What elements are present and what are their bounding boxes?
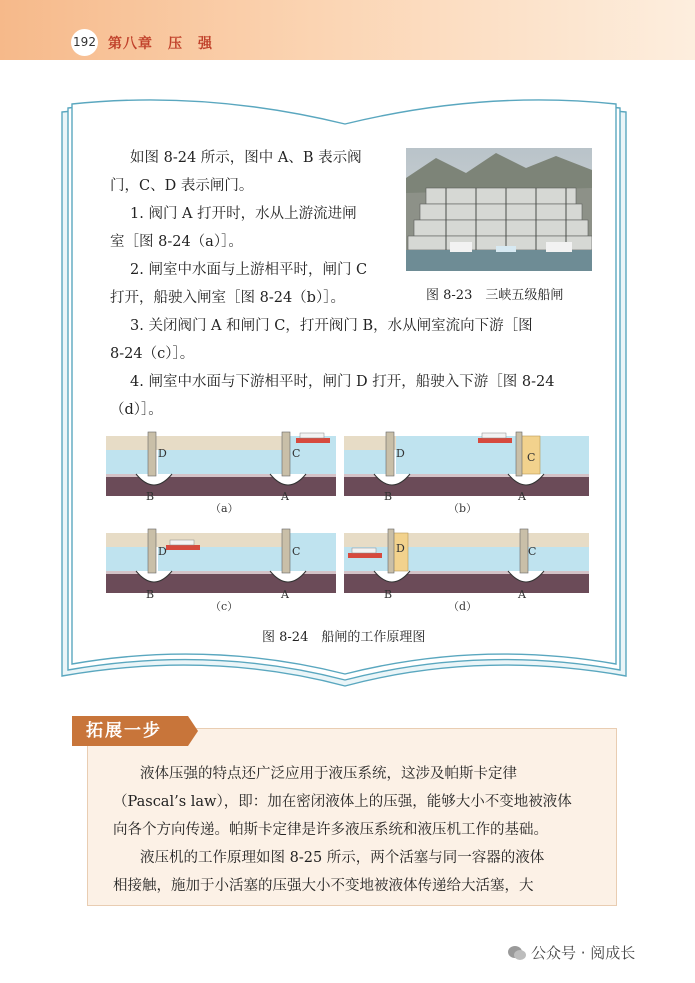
extension-line-5: 相接触，施加于小活塞的压强大小不变地被液体传递给大活塞，大: [113, 878, 534, 894]
label-A-a: A: [281, 490, 289, 503]
label-C-d: C: [528, 545, 537, 558]
step4-line-1: 4. 闸室中水面与下游相平时，闸门 D 打开，船驶入下游［图 8-24: [130, 374, 555, 390]
extension-tag: 拓展一步: [72, 716, 188, 746]
photo-caption: 图 8-23 三峡五级船闸: [426, 288, 564, 303]
label-D-a: D: [158, 447, 167, 460]
lock-diagram-a: [106, 430, 336, 500]
label-B-a: B: [146, 490, 155, 503]
step3-line-1: 3. 关闭阀门 A 和闸门 C，打开阀门 B，水从闸室流向下游［图: [130, 318, 533, 334]
panel-label-c: （c）: [210, 600, 239, 613]
wechat-icon: [507, 945, 527, 961]
label-A-c: A: [281, 588, 289, 601]
label-D-b: D: [396, 447, 405, 460]
lock-diagram-b: [344, 430, 589, 500]
step1-line-2: 室［图 8-24（a）］。: [110, 234, 243, 250]
label-C-a: C: [292, 447, 301, 460]
label-A-b: A: [518, 490, 526, 503]
label-B-d: B: [384, 588, 393, 601]
label-C-c: C: [292, 545, 301, 558]
step4-line-2: （d）］。: [110, 402, 163, 418]
panel-label-a: （a）: [210, 502, 239, 515]
step2-line-1: 2. 闸室中水面与上游相平时，闸门 C: [130, 262, 368, 278]
intro-line-1: 如图 8-24 所示，图中 A、B 表示阀: [130, 150, 362, 166]
step1-line-1: 1. 阀门 A 打开时，水从上游流进闸: [130, 206, 357, 222]
lock-diagram-c: [106, 527, 336, 597]
page-number: 192: [71, 29, 98, 56]
label-B-c: B: [146, 588, 155, 601]
chapter-title: 第八章 压 强: [108, 36, 213, 52]
label-A-d: A: [518, 588, 526, 601]
three-gorges-ship-lock-photo: [406, 148, 592, 271]
intro-line-2: 门，C、D 表示闸门。: [110, 178, 254, 194]
watermark-text: 公众号 · 阅成长: [531, 944, 636, 962]
watermark: [507, 942, 635, 963]
extension-line-4: 液压机的工作原理如图 8-25 所示，两个活塞与同一容器的液体: [140, 850, 545, 866]
figure-caption: 图 8-24 船闸的工作原理图: [262, 630, 426, 645]
lock-diagram-d: [344, 527, 589, 597]
extension-line-3: 向各个方向传递。帕斯卡定律是许多液压系统和液压机工作的基础。: [113, 822, 548, 838]
step3-line-2: 8-24（c）］。: [110, 346, 195, 362]
label-C-b: C: [527, 451, 536, 464]
extension-line-1: 液体压强的特点还广泛应用于液压系统，这涉及帕斯卡定律: [140, 766, 517, 782]
label-D-d: D: [396, 542, 405, 555]
label-D-c: D: [158, 545, 167, 558]
panel-label-d: （d）: [448, 600, 478, 613]
step2-line-2: 打开，船驶入闸室［图 8-24（b）］。: [110, 290, 345, 306]
panel-label-b: （b）: [448, 502, 478, 515]
label-B-b: B: [384, 490, 393, 503]
extension-line-2: （Pascal’s law），即：加在密闭液体上的压强，能够大小不变地被液体: [113, 794, 572, 810]
